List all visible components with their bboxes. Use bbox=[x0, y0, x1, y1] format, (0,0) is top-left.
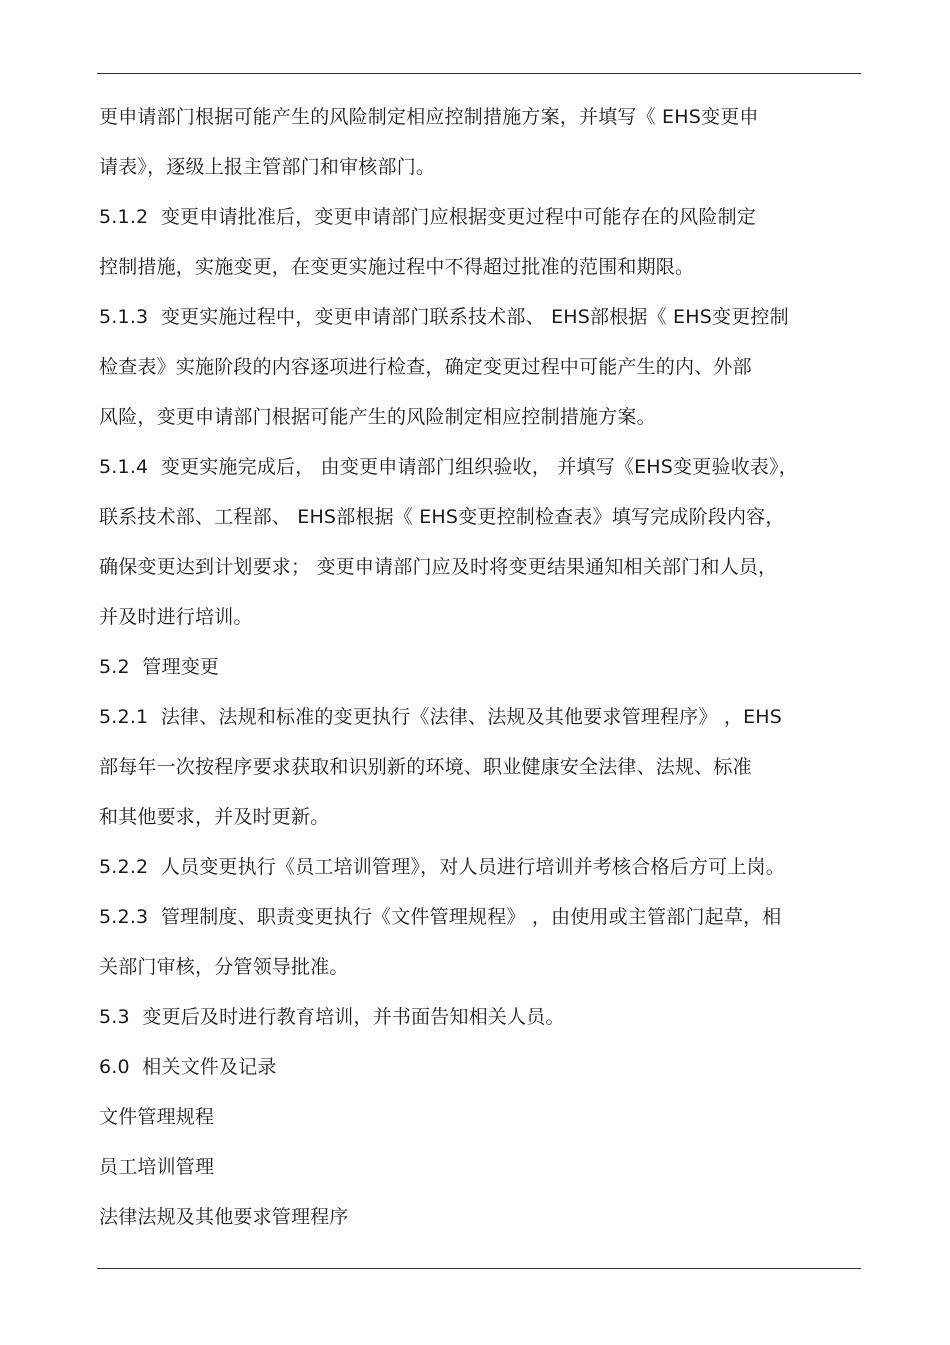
related-document-item: 文件管理规程 bbox=[99, 1106, 215, 1128]
section-heading: 6.0 相关文件及记录 bbox=[99, 1056, 277, 1078]
text-line: 控制措施，实施变更，在变更实施过程中不得超过批准的范围和期限。 bbox=[99, 256, 695, 278]
text-line: 5.2.1 法律、法规和标准的变更执行《法律、法规及其他要求管理程序》 ，EHS bbox=[99, 706, 783, 728]
text-line: 并及时进行培训。 bbox=[99, 606, 253, 628]
text-line: 5.1.4 变更实施完成后， 由变更申请部门组织验收， 并填写《EHS变更验收表》， bbox=[99, 456, 798, 478]
text-line: 5.1.3 变更实施过程中，变更申请部门联系技术部、 EHS部根据《 EHS变更控制 bbox=[99, 306, 789, 328]
text-line: 请表》，逐级上报主管部门和审核部门。 bbox=[99, 156, 436, 178]
text-line: 5.2.2 人员变更执行《员工培训管理》，对人员进行培训并考核合格后方可上岗。 bbox=[99, 856, 785, 878]
footer-divider bbox=[97, 1268, 861, 1269]
related-document-item: 员工培训管理 bbox=[99, 1156, 215, 1178]
text-line: 检查表》实施阶段的内容逐项进行检查，确定变更过程中可能产生的内、外部 bbox=[99, 356, 752, 378]
text-line: 更申请部门根据可能产生的风险制定相应控制措施方案，并填写《 EHS变更申 bbox=[99, 106, 759, 128]
text-line: 关部门审核，分管领导批准。 bbox=[99, 956, 349, 978]
text-line: 确保变更达到计划要求； 变更申请部门应及时将变更结果通知相关部门和人员， bbox=[99, 556, 778, 578]
text-line: 和其他要求，并及时更新。 bbox=[99, 806, 330, 828]
header-divider bbox=[97, 73, 861, 74]
text-line: 5.1.2 变更申请批准后，变更申请部门应根据变更过程中可能存在的风险制定 bbox=[99, 206, 757, 228]
text-line: 部每年一次按程序要求获取和识别新的环境、职业健康安全法律、法规、标准 bbox=[99, 756, 752, 778]
related-document-item: 法律法规及其他要求管理程序 bbox=[99, 1206, 349, 1228]
text-line: 联系技术部、工程部、 EHS部根据《 EHS变更控制检查表》填写完成阶段内容， bbox=[99, 506, 785, 528]
text-line: 5.2.3 管理制度、职责变更执行《文件管理规程》 ，由使用或主管部门起草，相 bbox=[99, 906, 782, 928]
section-heading: 5.2 管理变更 bbox=[99, 656, 220, 678]
text-line: 风险，变更申请部门根据可能产生的风险制定相应控制措施方案。 bbox=[99, 406, 656, 428]
text-line: 5.3 变更后及时进行教育培训，并书面告知相关人员。 bbox=[99, 1006, 565, 1028]
